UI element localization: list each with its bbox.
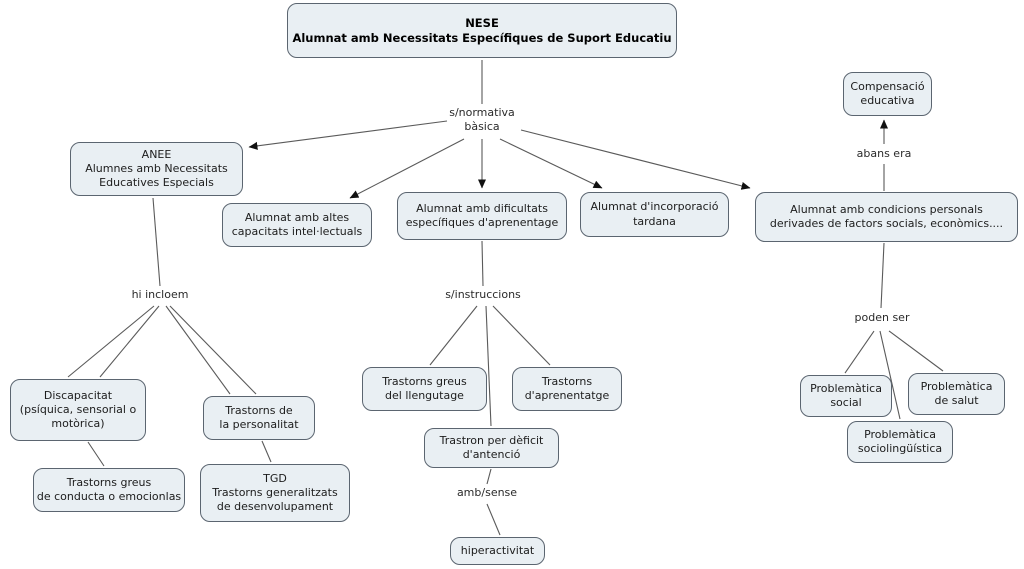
node-text-line: Alumnat d'incorporació [590,200,719,214]
node-text-line: NESE [465,15,499,30]
link-label-line: s/instruccions [445,288,521,301]
node-text-line: Trastorns greus [382,374,467,388]
node-dificultats-aprenentatge[interactable] [397,192,567,240]
node-problematica-social[interactable] [800,375,892,417]
node-text-line: de salut [934,394,979,407]
node-text-line: educativa [860,94,915,107]
node-text-line: tardana [633,214,676,228]
node-text-line: Trastron per dèficit [439,433,544,447]
link-label-line: poden ser [854,311,910,324]
link-label-line: abans era [856,147,912,160]
node-text-line: Trastorns de [225,403,293,417]
link-label-normativa-basica[interactable] [432,106,532,135]
link-label-abans-era[interactable] [834,147,934,161]
node-trastorns-aprenentatge[interactable] [512,367,622,411]
link-label-line: bàsica [464,120,500,134]
link-label-instruccions[interactable] [433,288,533,302]
node-incorporacio-tardana[interactable] [580,192,729,237]
node-text-line: Problemàtica [810,381,882,395]
node-text-line: Alumnat amb Necessitats Específiques de Suport Educatiu [292,30,672,45]
link-label-hi-incloem[interactable] [110,288,210,302]
node-text-line: TGD [263,471,287,485]
node-text-line: Alumnat amb dificultats [416,201,548,215]
node-text-line: capacitats intel·lectuals [231,225,363,238]
node-text-line: Trastorns generalitzats [212,485,338,499]
node-hiperactivitat[interactable] [450,537,545,565]
node-text-line: social [830,396,862,409]
node-text-line: derivades de factors socials, econòmics.... [769,217,1004,230]
node-altes-capacitats[interactable] [222,203,372,247]
node-text-line: hiperactivitat [460,543,535,557]
node-text-line: Trastorns greus [66,475,152,489]
node-trastorns-personalitat[interactable] [203,396,315,440]
node-discapacitat[interactable] [10,379,146,441]
node-text-line: Problemàtica [864,427,936,441]
link-label-line: amb/sense [456,486,518,499]
node-text-line: de conducta o emocionlas [36,490,182,503]
node-text-line: específiques d'aprenentage [405,216,559,229]
node-anee[interactable] [70,142,243,196]
node-text-line: Compensació [850,79,925,93]
node-text-line: del llengutage [385,389,464,402]
link-label-line: hi incloem [131,288,189,301]
node-text-line: (psíquica, sensorial o [19,402,137,416]
node-trastorns-conducta[interactable] [33,468,185,512]
node-text-line: d'aprenentatge [524,389,610,402]
node-text-line: Educatives Especials [99,176,214,190]
link-label-amb-sense[interactable] [437,486,537,500]
node-text-line: Alumnat amb altes [244,210,350,224]
link-label-line: s/normativa [449,106,515,119]
node-text-line: Discapacitat [43,388,113,402]
node-condicions-personals[interactable] [755,192,1018,242]
node-text-line: la personalitat [219,418,299,431]
node-text-line: d'antenció [462,448,521,461]
node-text-line: ANEE [141,147,172,161]
node-nese-title[interactable] [287,3,677,58]
node-text-line: Alumnes amb Necessitats [85,161,228,175]
node-problematica-salut[interactable] [908,373,1005,415]
node-compensacio-educativa[interactable] [843,72,932,116]
node-deficit-atencio[interactable] [424,428,559,468]
link-label-poden-ser[interactable] [832,311,932,325]
node-text-line: de desenvolupament [216,500,334,514]
node-tgd[interactable] [200,464,350,522]
node-text-line: Problemàtica [920,379,993,393]
node-problematica-sociolinguistica[interactable] [847,421,953,463]
node-trastorns-llenguatge[interactable] [362,367,487,411]
node-text-line: motòrica) [51,417,105,431]
node-text-line: Alumnat amb condicions personals [790,202,983,216]
node-text-line: sociolingüística [857,442,943,455]
node-text-line: Trastorns [541,374,593,388]
arrow-connectors [249,120,884,198]
